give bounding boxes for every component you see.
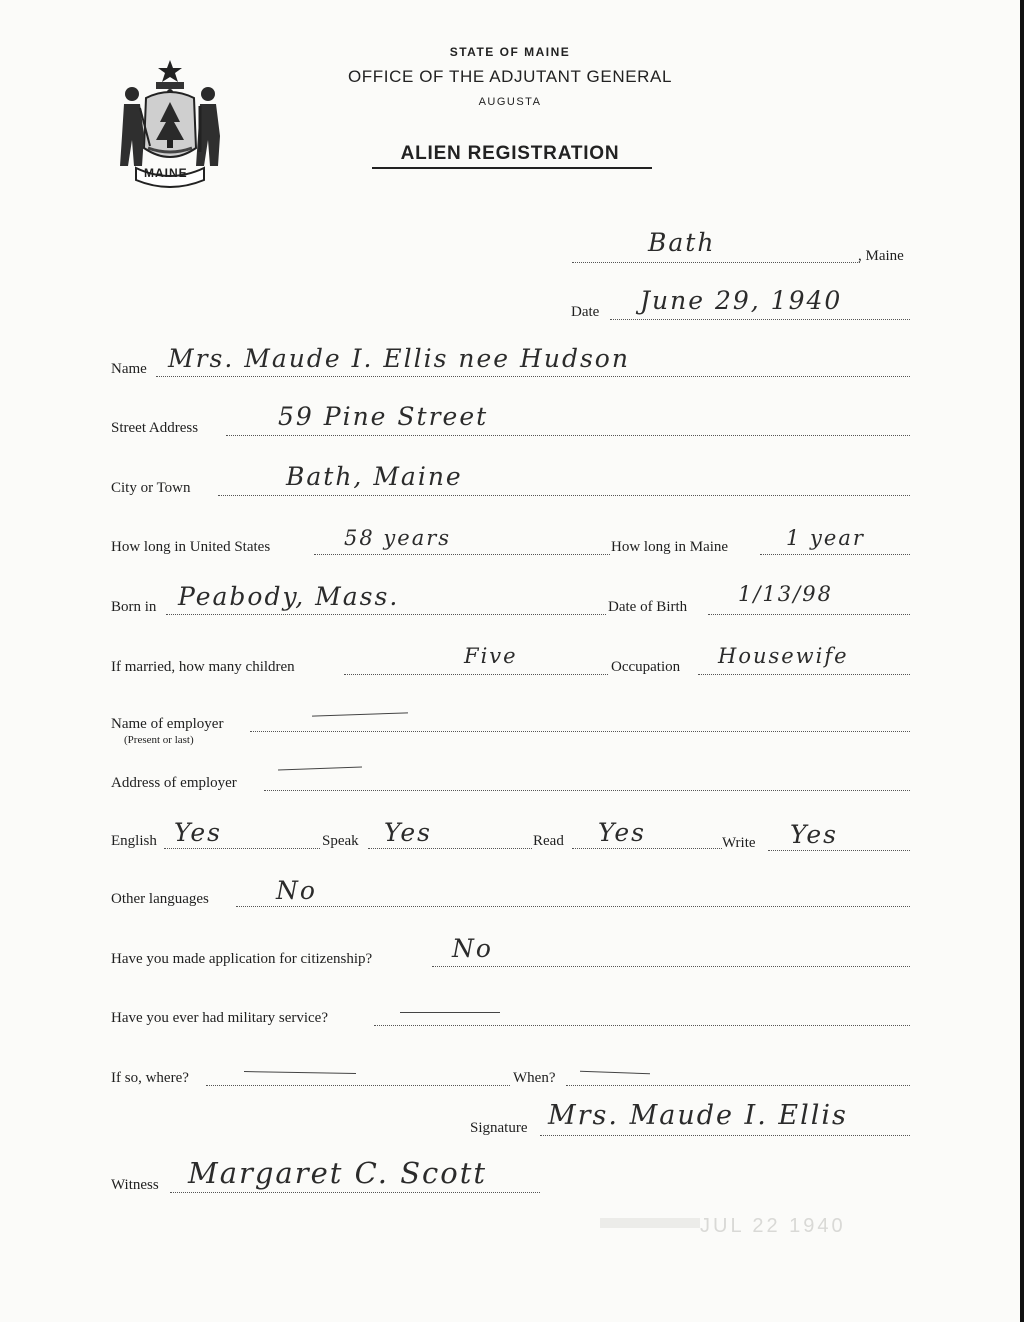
speak-value: Yes — [384, 818, 432, 847]
when-label: When? — [513, 1070, 556, 1086]
citizenship-value: No — [452, 934, 493, 963]
dob-value: 1/13/98 — [738, 582, 833, 606]
scan-edge — [1020, 0, 1024, 1322]
read-label: Read — [533, 833, 564, 849]
children-value: Five — [464, 644, 518, 668]
title-underline — [372, 167, 652, 169]
city-value: Bath, Maine — [286, 462, 463, 491]
city-label: City or Town — [111, 480, 191, 496]
stamp-smudge — [600, 1218, 700, 1228]
date-value: June 29, 1940 — [640, 286, 843, 315]
employer-sublabel: (Present or last) — [124, 734, 194, 746]
other-languages-value: No — [276, 876, 317, 905]
city-heading: AUGUSTA — [478, 96, 542, 108]
occupation-value: Housewife — [718, 644, 849, 668]
employer-blank-mark — [312, 712, 408, 716]
date-label: Date — [571, 304, 600, 320]
name-value: Mrs. Maude I. Ellis nee Hudson — [168, 344, 630, 373]
witness-value: Margaret C. Scott — [188, 1156, 488, 1190]
how-long-maine-label: How long in Maine — [611, 539, 729, 555]
write-label: Write — [722, 835, 756, 851]
employer-label: Name of employer — [111, 716, 224, 732]
street-value: 59 Pine Street — [278, 402, 489, 431]
employer-address-label: Address of employer — [111, 775, 237, 791]
military-label: Have you ever had military service? — [111, 1010, 328, 1026]
born-in-label: Born in — [111, 599, 157, 615]
employer-address-blank-mark — [278, 767, 362, 771]
where-blank-mark — [244, 1071, 356, 1074]
speak-label: Speak — [322, 833, 359, 849]
town-value: Bath — [648, 228, 716, 257]
office-heading: OFFICE OF THE ADJUTANT GENERAL — [347, 67, 673, 86]
town-label: , Maine — [858, 248, 904, 264]
english-value: Yes — [174, 818, 222, 847]
dob-label: Date of Birth — [608, 599, 688, 615]
occupation-label: Occupation — [611, 659, 681, 675]
when-blank-mark — [580, 1071, 650, 1074]
state-heading: STATE OF MAINE — [449, 45, 571, 59]
citizenship-label: Have you made application for citizenship? — [111, 951, 373, 967]
children-label: If married, how many children — [111, 659, 295, 675]
signature-label: Signature — [470, 1120, 528, 1136]
how-long-us-value: 58 years — [344, 526, 452, 550]
witness-label: Witness — [111, 1177, 159, 1193]
name-label: Name — [111, 361, 147, 377]
military-blank-mark — [400, 1012, 500, 1013]
read-value: Yes — [598, 818, 646, 847]
how-long-maine-value: 1 year — [786, 526, 865, 550]
english-label: English — [111, 833, 157, 849]
received-stamp: JUL 22 1940 — [700, 1215, 846, 1237]
how-long-us-label: How long in United States — [111, 539, 271, 555]
write-value: Yes — [790, 820, 838, 849]
street-label: Street Address — [111, 420, 199, 436]
born-in-value: Peabody, Mass. — [178, 582, 400, 611]
where-label: If so, where? — [111, 1070, 189, 1086]
seal-motto: MAINE — [144, 166, 188, 180]
signature-value: Mrs. Maude I. Ellis — [548, 1100, 848, 1131]
form-title: ALIEN REGISTRATION — [400, 143, 620, 164]
other-languages-label: Other languages — [111, 891, 209, 907]
